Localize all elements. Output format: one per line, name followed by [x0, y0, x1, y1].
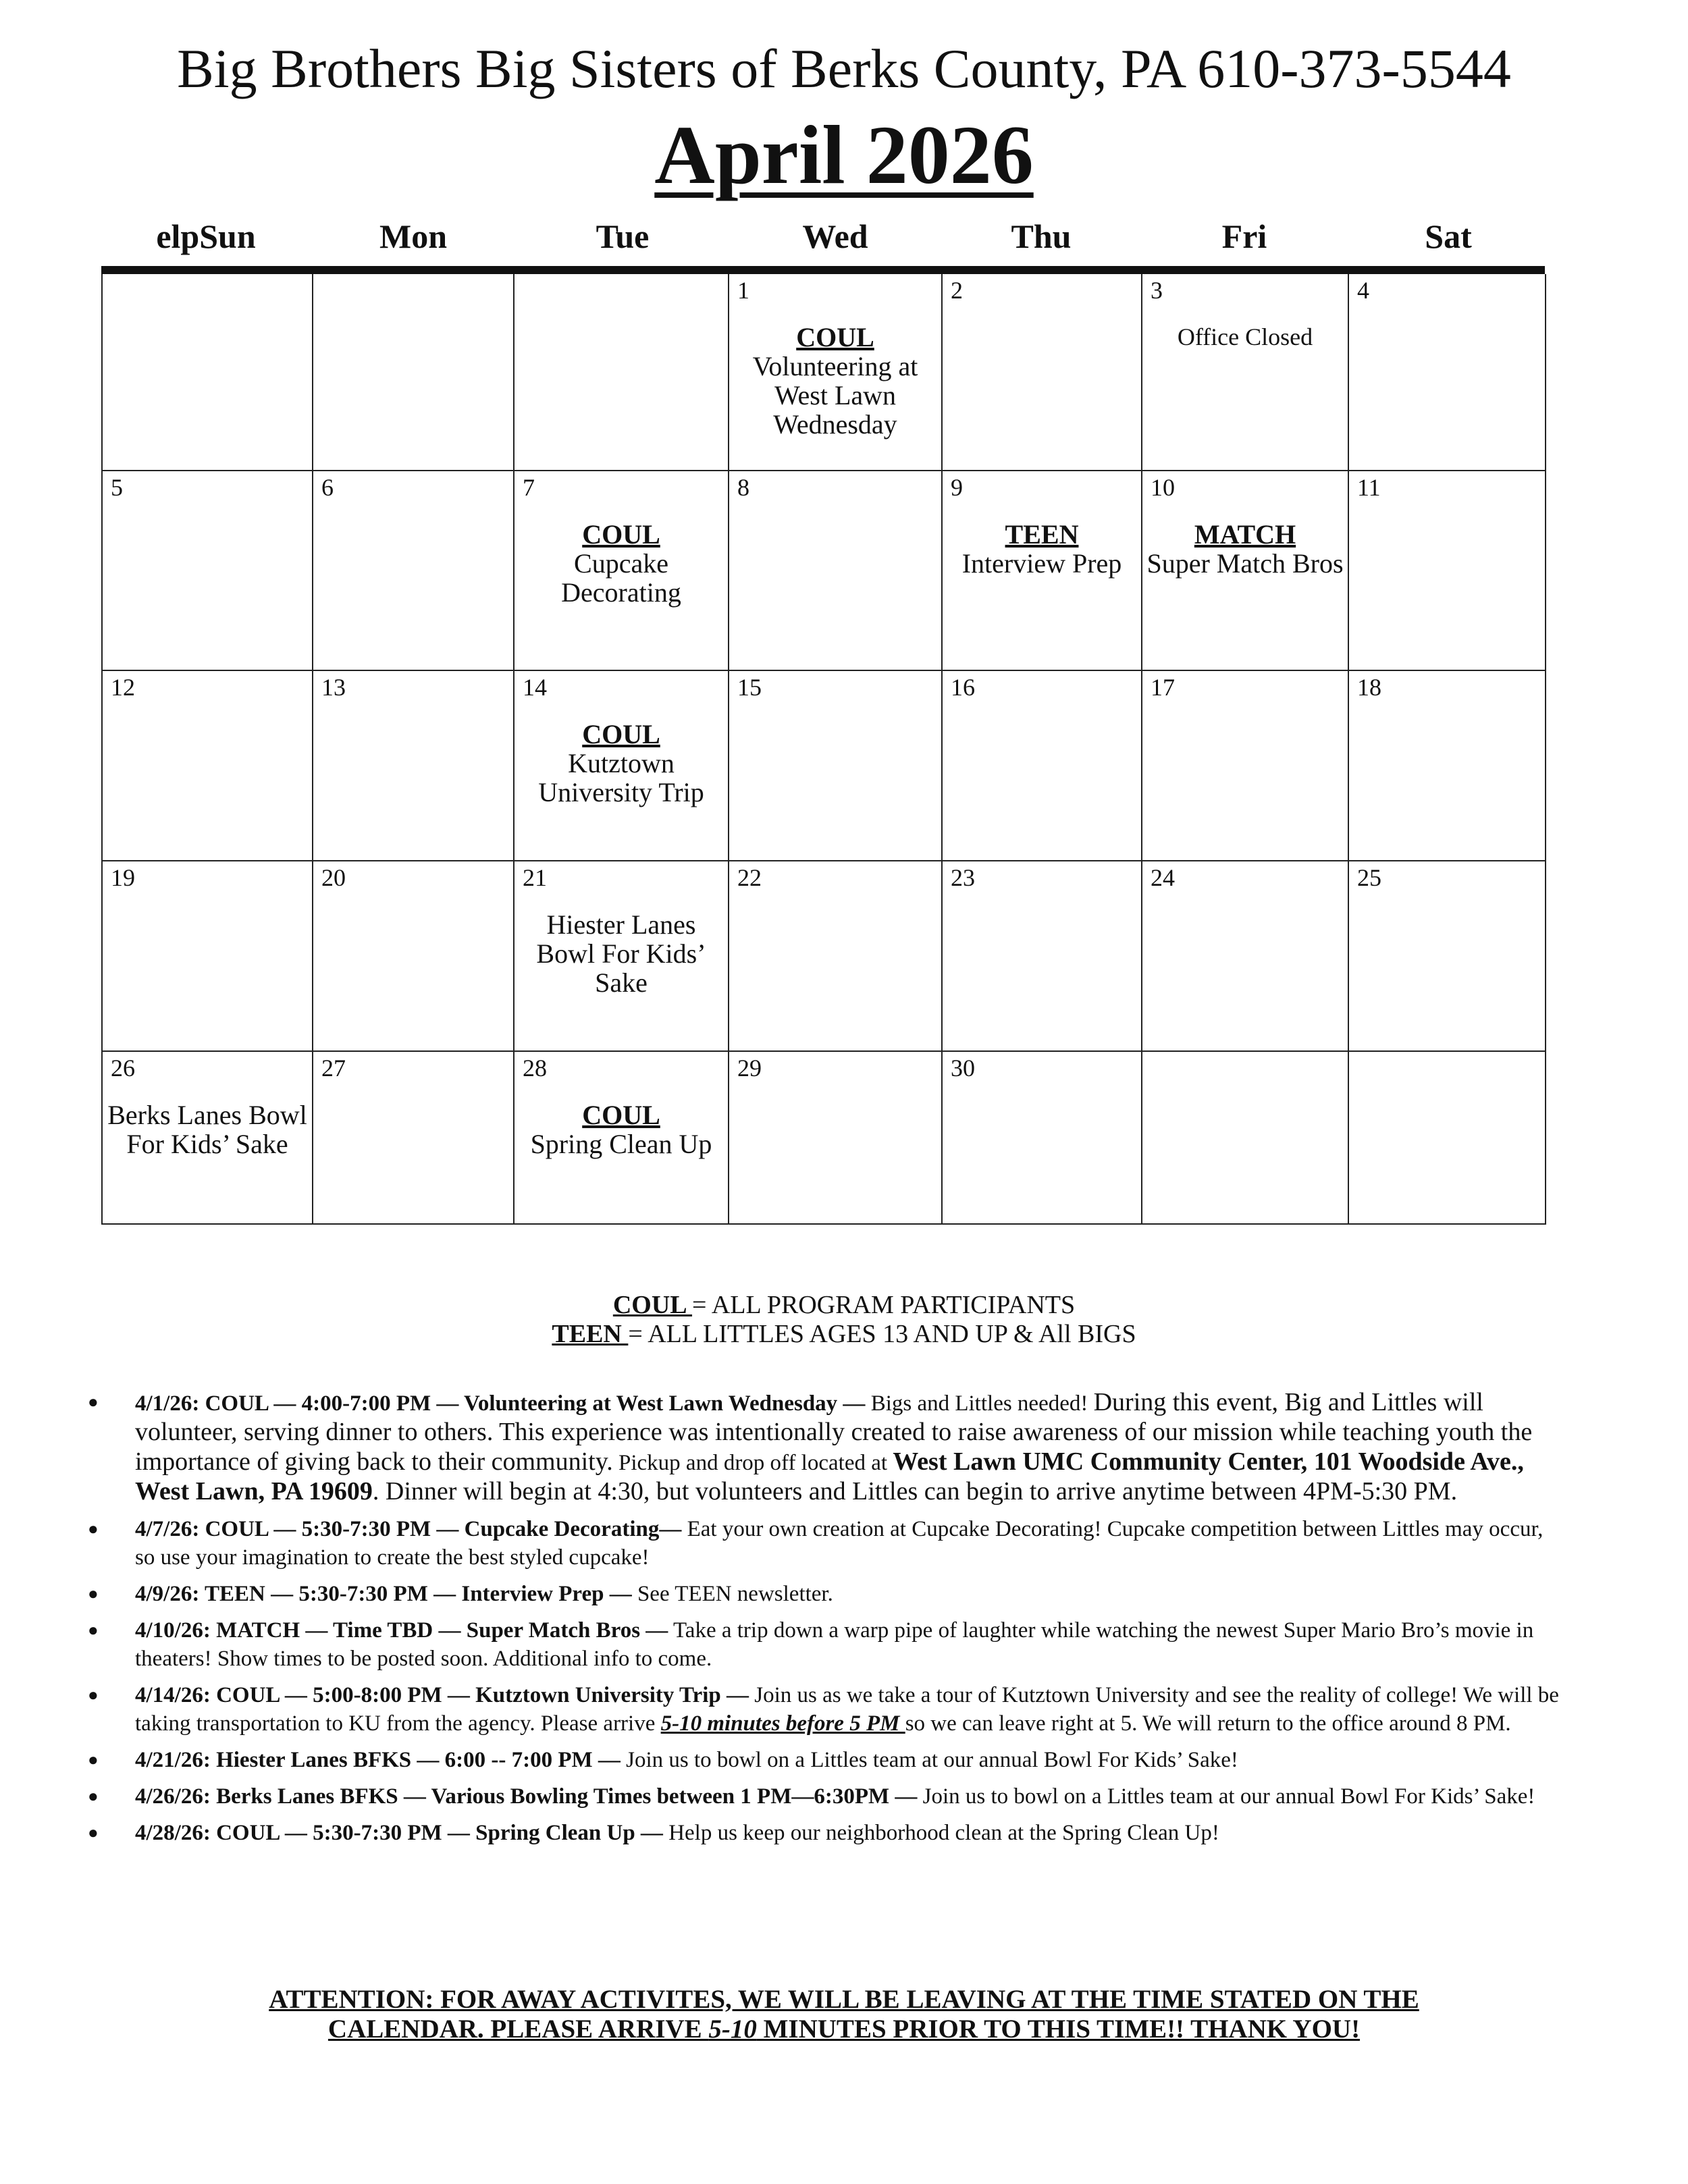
event-title: Spring Clean Up [530, 1129, 712, 1159]
calendar-cell [729, 671, 943, 861]
weekday-4: Thu [1011, 217, 1072, 255]
calendar-cell [515, 471, 729, 671]
calendar-cell [1142, 471, 1349, 671]
attention-text: MINUTES PRIOR TO THIS TIME!! THANK YOU! [756, 2015, 1361, 2044]
calendar-cell [313, 471, 515, 671]
day-number: 7 [523, 474, 535, 501]
legend-coul-definition: = ALL PROGRAM PARTICIPANTS [692, 1291, 1076, 1319]
event-text: . Dinner will begin at 4:30, but volunteers and Littles can begin to arrive anytime between 4PM-5:30 PM. [372, 1477, 1458, 1506]
event-title: Kutztown University Trip [538, 748, 704, 807]
calendar-cell [729, 274, 943, 471]
event-heading: 4/14/26: COUL — 5:00-8:00 PM — Kutztown University Trip — [135, 1683, 749, 1707]
calendar-grid [101, 274, 1545, 1225]
day-number: 1 [737, 277, 749, 304]
event-text: Bigs and Littles needed! [865, 1391, 1094, 1416]
calendar-cell [1349, 671, 1546, 861]
calendar-cell [103, 861, 313, 1052]
list-item [88, 1515, 1560, 1572]
day-number: 22 [737, 864, 762, 891]
event-heading: 4/21/26: Hiester Lanes BFKS — 6:00 -- 7:00 PM — [135, 1748, 621, 1772]
event-text: Help us keep our neighborhood clean at the Spring Clean Up! [662, 1821, 1219, 1845]
calendar-cell [515, 671, 729, 861]
calendar-event [1142, 520, 1348, 578]
event-text: Eat your own creation at Cupcake Decorating! Cupcake competition between Littles may occur, so use your imagination to create the best styled cupcake! [135, 1517, 1544, 1570]
event-heading: 4/28/26: COUL — 5:30-7:30 PM — Spring Clean Up — [135, 1821, 663, 1845]
month-title [0, 108, 1688, 203]
day-number: 8 [737, 474, 749, 501]
calendar-cell [943, 274, 1142, 471]
attention-line-1: ATTENTION: FOR AWAY ACTIVITES, WE WILL BE LEAVING AT THE TIME STATED ON THE [269, 1985, 1419, 2014]
weekday-2: Tue [596, 217, 650, 255]
weekday-1: Mon [379, 217, 447, 255]
attention-notice [0, 1985, 1688, 2044]
calendar-event [515, 910, 728, 997]
weekday-3: Wed [802, 217, 868, 255]
weekday-0: elpSun [156, 217, 256, 255]
day-number: 21 [523, 864, 547, 891]
event-heading: 4/26/26: Berks Lanes BFKS — Various Bowling Times between 1 PM—6:30PM — [135, 1784, 918, 1809]
day-number: 26 [111, 1055, 135, 1082]
list-item [88, 1616, 1560, 1673]
calendar-cell [103, 1052, 313, 1225]
legend-teen [0, 1320, 1688, 1349]
day-number: 12 [111, 674, 135, 701]
event-text: Join us to bowl on a Littles team at our annual Bowl For Kids’ Sake! [917, 1784, 1535, 1809]
calendar-event [1142, 323, 1348, 352]
event-title: Cupcake Decorating [561, 548, 681, 608]
legend [0, 1291, 1688, 1349]
calendar-cell [515, 274, 729, 471]
day-number: 25 [1357, 864, 1381, 891]
attention-minutes: 5-10 [708, 2015, 757, 2044]
calendar-cell [1142, 671, 1349, 861]
calendar-cell [729, 471, 943, 671]
calendar-cell [943, 1052, 1142, 1225]
list-item [88, 1746, 1560, 1774]
calendar-event [943, 520, 1141, 578]
day-number: 5 [111, 474, 123, 501]
calendar-cell [313, 861, 515, 1052]
calendar-cell [943, 671, 1142, 861]
list-item [88, 1681, 1560, 1738]
event-text: Join us as we take a tour of Kutztown University and see the reality of college! We will be taking transportation to KU from the agency. Please arrive [135, 1683, 1559, 1736]
calendar-cell [1349, 274, 1546, 471]
legend-teen-term: TEEN [552, 1320, 629, 1348]
calendar-event [515, 520, 728, 607]
calendar-event [515, 1100, 728, 1158]
legend-coul [0, 1291, 1688, 1320]
calendar-cell [313, 1052, 515, 1225]
day-number: 27 [321, 1055, 346, 1082]
calendar-event [729, 323, 941, 439]
list-item [88, 1782, 1560, 1811]
day-number: 13 [321, 674, 346, 701]
calendar-cell [103, 471, 313, 671]
event-tag: COUL [582, 519, 660, 550]
event-heading: 4/10/26: MATCH — Time TBD — Super Match Bros — [135, 1618, 668, 1643]
arrival-emphasis: 5-10 minutes before 5 PM [660, 1711, 905, 1736]
day-number: 3 [1151, 277, 1163, 304]
event-tag: COUL [582, 719, 660, 749]
event-text: so we can leave right at 5. We will return to the office around 8 PM. [905, 1711, 1511, 1736]
calendar-cell [515, 861, 729, 1052]
calendar-cell [103, 274, 313, 471]
month-title-text: April 2026 [654, 109, 1034, 201]
day-number: 9 [951, 474, 963, 501]
attention-line-2 [0, 2015, 1688, 2044]
attention-text: CALENDAR. PLEASE ARRIVE [327, 2015, 709, 2044]
calendar-cell [943, 471, 1142, 671]
day-number: 20 [321, 864, 346, 891]
calendar-cell [313, 671, 515, 861]
event-tag: COUL [582, 1100, 660, 1130]
calendar-cell [1349, 1052, 1546, 1225]
event-text: Pickup and drop off located at [612, 1451, 893, 1475]
day-number: 23 [951, 864, 975, 891]
calendar-cell [729, 861, 943, 1052]
calendar-cell [103, 671, 313, 861]
day-number: 2 [951, 277, 963, 304]
legend-coul-term: COUL [612, 1291, 693, 1319]
event-title: Office Closed [1177, 323, 1313, 350]
calendar-cell [729, 1052, 943, 1225]
event-heading: 4/9/26: TEEN — 5:30-7:30 PM — Interview Prep — [135, 1582, 632, 1606]
event-text: Take a trip down a warp pipe of laughter while watching the newest Super Mario Bro’s movie in theaters! Show times to be posted soon. Additional info to come. [135, 1618, 1534, 1671]
day-number: 10 [1151, 474, 1175, 501]
legend-teen-definition: = ALL LITTLES AGES 13 AND UP & All BIGS [628, 1320, 1136, 1348]
day-number: 16 [951, 674, 975, 701]
calendar-cell [1349, 861, 1546, 1052]
calendar-cell [1349, 471, 1546, 671]
weekday-header [101, 209, 1545, 263]
event-location: West Lawn UMC Community Center, 101 Woodside Ave., West Lawn, PA 19609 [135, 1447, 1524, 1506]
day-number: 17 [1151, 674, 1175, 701]
event-title: Volunteering at West Lawn Wednesday [752, 351, 918, 440]
event-heading: 4/7/26: COUL — 5:30-7:30 PM — Cupcake Decorating— [135, 1517, 682, 1541]
list-item [88, 1819, 1560, 1847]
day-number: 30 [951, 1055, 975, 1082]
day-number: 14 [523, 674, 547, 701]
header-divider [101, 266, 1545, 274]
day-number: 4 [1357, 277, 1369, 304]
event-title: Hiester Lanes Bowl For Kids’ Sake [536, 909, 706, 998]
organization-title: Big Brothers Big Sisters of Berks County, PA 610-373-5544 [177, 38, 1511, 99]
calendar-cell [1142, 1052, 1349, 1225]
day-number: 11 [1357, 474, 1381, 501]
weekday-6: Sat [1425, 217, 1472, 255]
event-tag: MATCH [1194, 519, 1296, 550]
day-number: 19 [111, 864, 135, 891]
day-number: 6 [321, 474, 334, 501]
event-text: Join us to bowl on a Littles team at our annual Bowl For Kids’ Sake! [620, 1748, 1238, 1772]
day-number: 29 [737, 1055, 762, 1082]
day-number: 28 [523, 1055, 547, 1082]
event-tag: TEEN [1005, 519, 1079, 550]
calendar-event [515, 720, 728, 807]
event-text: During this event, Big and Littles will volunteer, serving dinner to others. This experience was intentionally created to raise awareness of our mission while teaching youth the importance of giving back to their community. [135, 1388, 1533, 1476]
calendar-event [103, 1100, 312, 1158]
event-title: Berks Lanes Bowl For Kids’ Sake [107, 1100, 307, 1159]
event-details-list [88, 1388, 1560, 1855]
calendar-cell [1142, 861, 1349, 1052]
event-tag: COUL [796, 322, 874, 352]
event-title: Interview Prep [961, 548, 1122, 579]
event-text: See TEEN newsletter. [631, 1582, 833, 1606]
weekday-5: Fri [1221, 217, 1267, 255]
calendar-cell [943, 861, 1142, 1052]
day-number: 24 [1151, 864, 1175, 891]
event-title: Super Match Bros [1146, 548, 1344, 579]
calendar-cell [313, 274, 515, 471]
calendar-cell [515, 1052, 729, 1225]
calendar-cell [1142, 274, 1349, 471]
list-item [88, 1388, 1560, 1507]
list-item [88, 1580, 1560, 1608]
day-number: 15 [737, 674, 762, 701]
day-number: 18 [1357, 674, 1381, 701]
event-heading: 4/1/26: COUL — 4:00-7:00 PM — Volunteering at West Lawn Wednesday — [135, 1391, 866, 1416]
